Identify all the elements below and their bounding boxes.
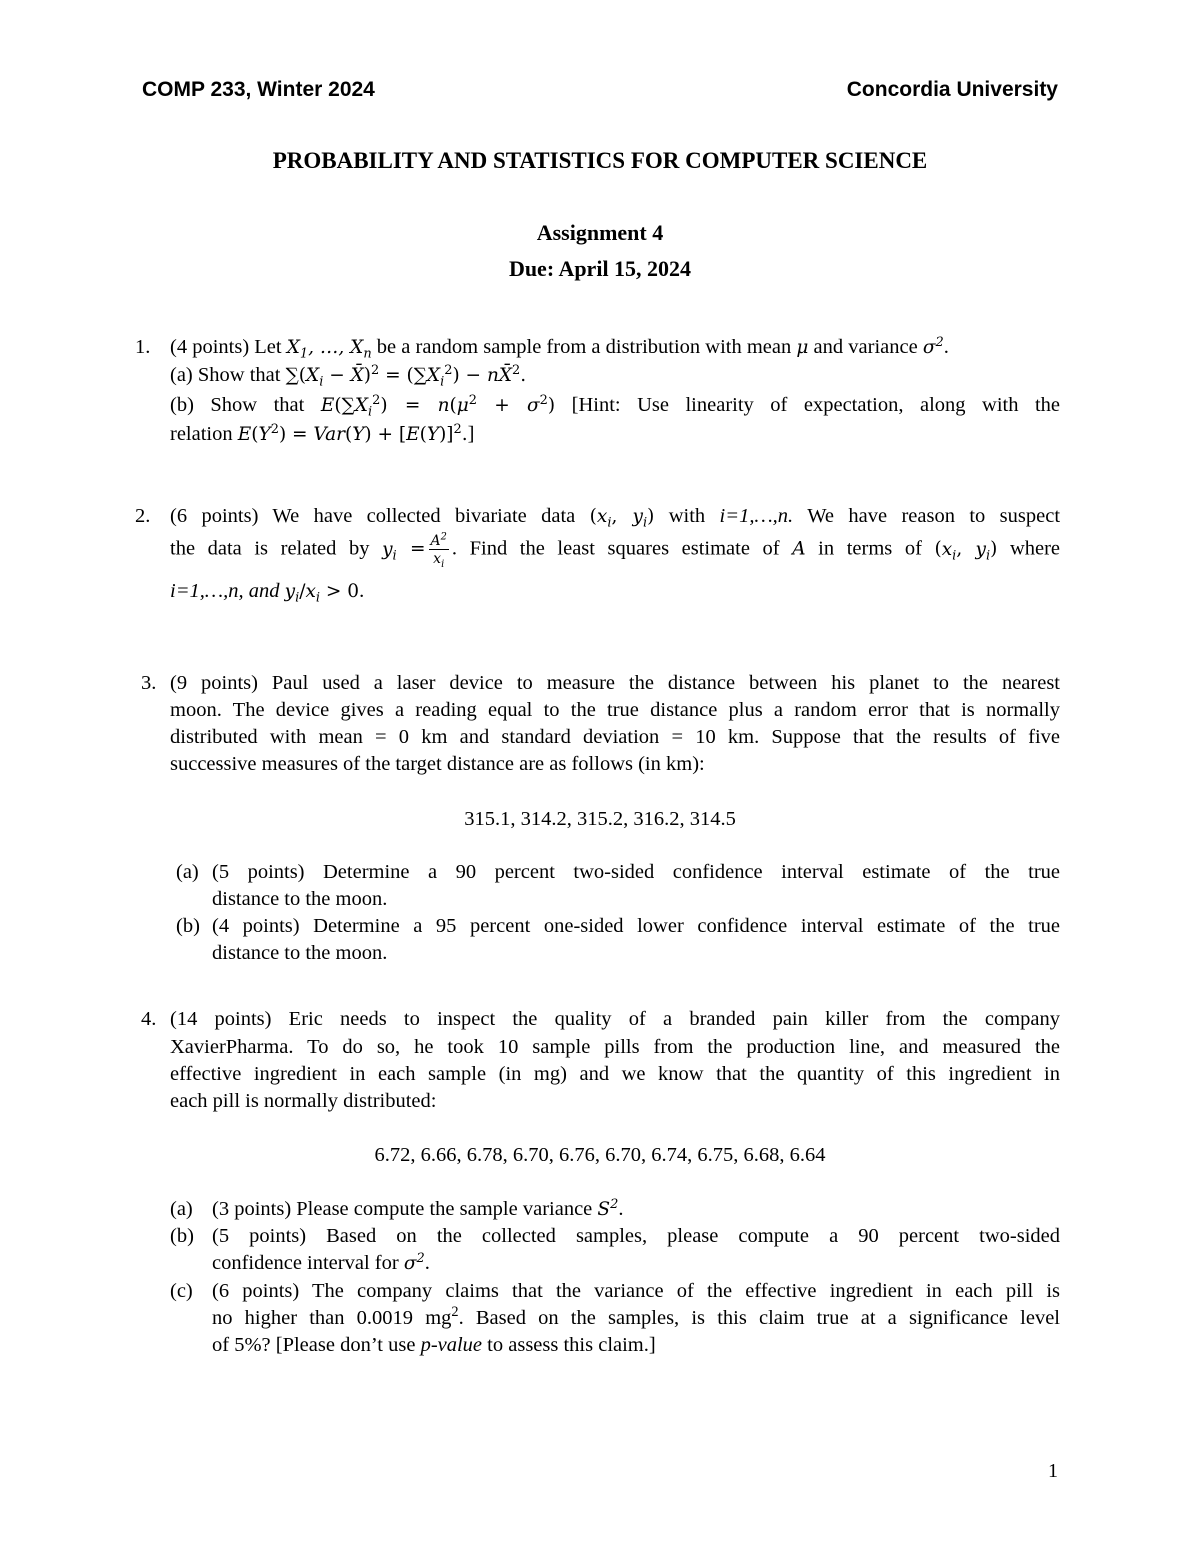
question-3-line-2: moon. The device gives a reading equal to the true distance plus a random error that is normally (170, 699, 1060, 721)
question-1-intro: (4 points) Let $X_1$, …, $X_n$ be a random sample from a distribution with mean μ and variance $\sigma^2$. (170, 334, 949, 362)
question-4-part-a: (3 points) Please compute the sample variance $S^2$. (212, 1196, 624, 1220)
question-2-line-2: the data is related by $y_i$ = $\frac{A^2}{x_i}$ . Find the least squares estimate of A in terms of ($x_i$, $y_i$) where (170, 531, 1061, 570)
question-number: 1. (135, 336, 151, 358)
page-number: 1 (1048, 1460, 1058, 1482)
assignment-title: Assignment 4 (536, 220, 664, 245)
question-4-line-4: each pill is normally distributed: (170, 1090, 437, 1112)
question-3-line-3: distributed with mean = 0 km and standard deviation = 10 km. Suppose that the results of five (170, 726, 1060, 748)
university-header: Concordia University (846, 78, 1058, 101)
question-4-part-c-line-1: (6 points) The company claims that the variance of the effective ingredient in each pill is (212, 1280, 1060, 1302)
question-1-relation: relation $E(Y^2) = Var(Y) + [E(Y)]^2$.] (170, 421, 475, 445)
question-number: 4. (141, 1008, 157, 1030)
question-4-part-c-line-2: no higher than 0.0019 $mg^2$. Based on the samples, is this claim true at a significance level (212, 1304, 1060, 1329)
part-label: (a) (170, 1198, 193, 1220)
question-2-line-1: (6 points) We have collected bivariate data ($x_i$, $y_i$) with i=1,…,n. We have reason to suspect (170, 505, 1061, 531)
question-1-part-a: (a) Show that $\sum(X_i$ − X̄)$^2$ = $(\sum X_i^2)$ − nX̄$^2$. (170, 362, 527, 390)
course-header: COMP 233, Winter 2024 (142, 78, 375, 101)
question-4-part-b-line-2: confidence interval for $\sigma^2$. (212, 1250, 430, 1274)
question-4-data: 6.72, 6.66, 6.78, 6.70, 6.76, 6.70, 6.74, 6.75, 6.68, 6.64 (374, 1144, 826, 1166)
question-number: 3. (141, 672, 157, 694)
question-number: 2. (135, 505, 151, 527)
part-label: (b) (176, 915, 200, 937)
question-3-part-b-line-1: (4 points) Determine a 95 percent one-sided lower confidence interval estimate of the true (212, 915, 1060, 937)
part-label: (b) (170, 1225, 194, 1247)
question-4-part-b-line-1: (5 points) Based on the collected samples, please compute a 90 percent two-sided (212, 1225, 1060, 1247)
question-2-line-3: i=1,…,n, and $y_i/x_i > 0$. (170, 580, 365, 606)
question-3-data: 315.1, 314.2, 315.2, 316.2, 314.5 (464, 808, 736, 830)
question-3-line-1: (9 points) Paul used a laser device to measure the distance between his planet to the nearest (170, 672, 1060, 694)
part-label: (c) (170, 1280, 193, 1302)
question-3-part-a-line-2: distance to the moon. (212, 888, 388, 910)
question-3-part-b-line-2: distance to the moon. (212, 942, 388, 964)
question-1-part-b: (b) Show that $E(\sum X_i^2) = n(\mu^2 + \sigma^2)$ [Hint: Use linearity of expectation, along with the (170, 392, 1061, 420)
question-4-line-3: effective ingredient in each sample (in mg) and we know that the quantity of this ingredient in (170, 1063, 1060, 1085)
question-3-line-4: successive measures of the target distance are as follows (in km): (170, 753, 705, 775)
part-label: (a) (176, 861, 199, 883)
question-4-part-c-line-3: of 5%? [Please don’t use p-value to assess this claim.] (212, 1334, 656, 1356)
question-4-line-1: (14 points) Eric needs to inspect the quality of a branded pain killer from the company (170, 1008, 1060, 1030)
question-4-line-2: XavierPharma. To do so, he took 10 sample pills from the production line, and measured the (170, 1036, 1060, 1058)
document-title: PROBABILITY AND STATISTICS FOR COMPUTER SCIENCE (272, 148, 928, 173)
due-date: Due: April 15, 2024 (508, 256, 692, 281)
question-3-part-a-line-1: (5 points) Determine a 90 percent two-sided confidence interval estimate of the true (212, 861, 1060, 883)
